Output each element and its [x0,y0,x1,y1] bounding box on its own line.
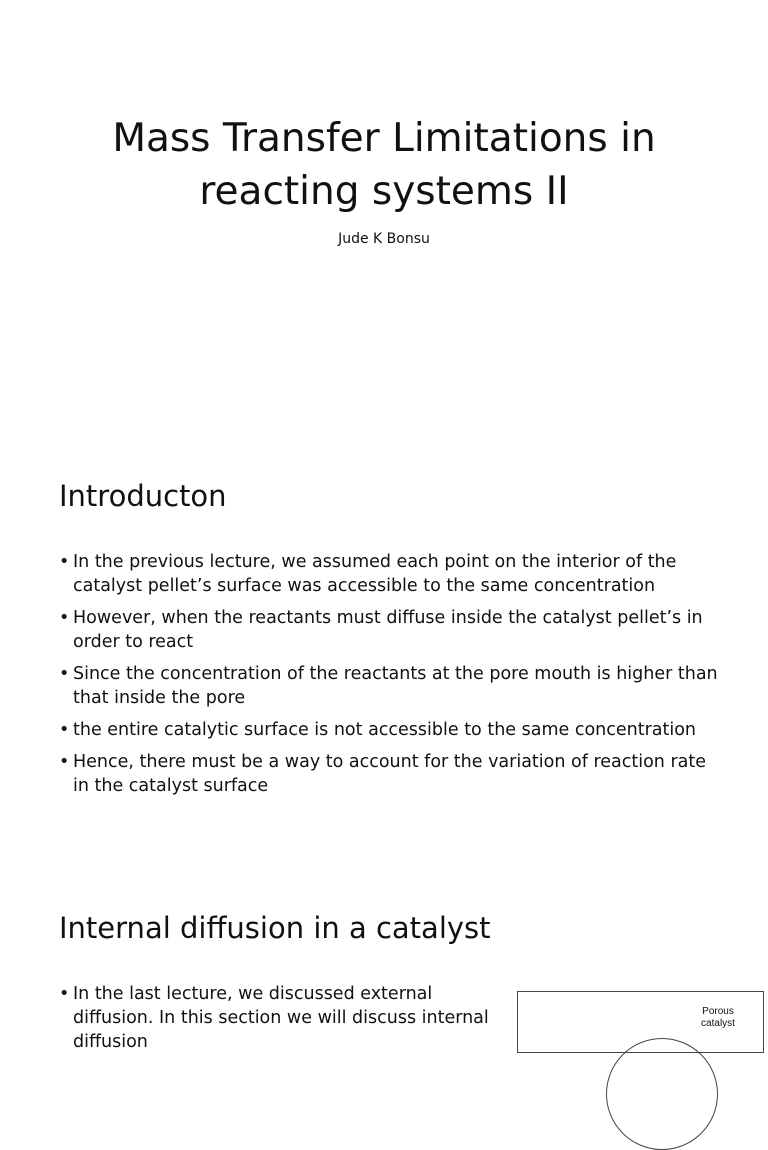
title-slide [0,0,768,432]
catalyst-pellet-shape [606,1038,718,1150]
bullet-text: Hence, there must be a way to account for the variation of reaction rate in the catalyst surface [73,752,706,796]
bullet-text: the entire catalytic surface is not accessible to the same concentration [73,720,697,740]
bullet-dot-icon: • [59,752,70,772]
bullet-dot-icon: • [59,664,70,684]
introduction-bullet-list [59,550,723,806]
presentation-title: Mass Transfer Limitations in reacting systems II [112,116,656,214]
porous-catalyst-figure [517,991,764,1053]
bullet-text: However, when the reactants must diffuse inside the catalyst pellet’s in order to react [73,608,703,652]
bullet-dot-icon: • [59,552,70,572]
bullet-text: In the last lecture, we discussed external diffusion. In this section we will discuss internal diffusion [73,984,489,1052]
bullet-dot-icon: • [59,720,70,740]
bullet-item [59,550,723,598]
bullet-item [59,606,723,654]
bullet-dot-icon: • [59,608,70,628]
internal-diffusion-slide [0,864,768,1052]
porous-catalyst-label: Porous catalyst [701,1006,735,1029]
introduction-slide [0,432,768,864]
bullet-text: In the previous lecture, we assumed each point on the interior of the catalyst pellet’s surface was accessible to the same concentration [73,552,677,596]
bullet-item [59,718,723,742]
bullet-item [59,750,723,798]
author-name: Jude K Bonsu [338,231,430,247]
bullet-dot-icon: • [59,984,70,1004]
internal-diffusion-bullet-list [59,982,504,1062]
bullet-text: Since the concentration of the reactants at the pore mouth is higher than that inside the pore [73,664,718,708]
bullet-item [59,662,723,710]
introduction-heading: Introducton [59,479,227,513]
bullet-item [59,982,504,1054]
internal-diffusion-heading: Internal diffusion in a catalyst [59,911,491,945]
